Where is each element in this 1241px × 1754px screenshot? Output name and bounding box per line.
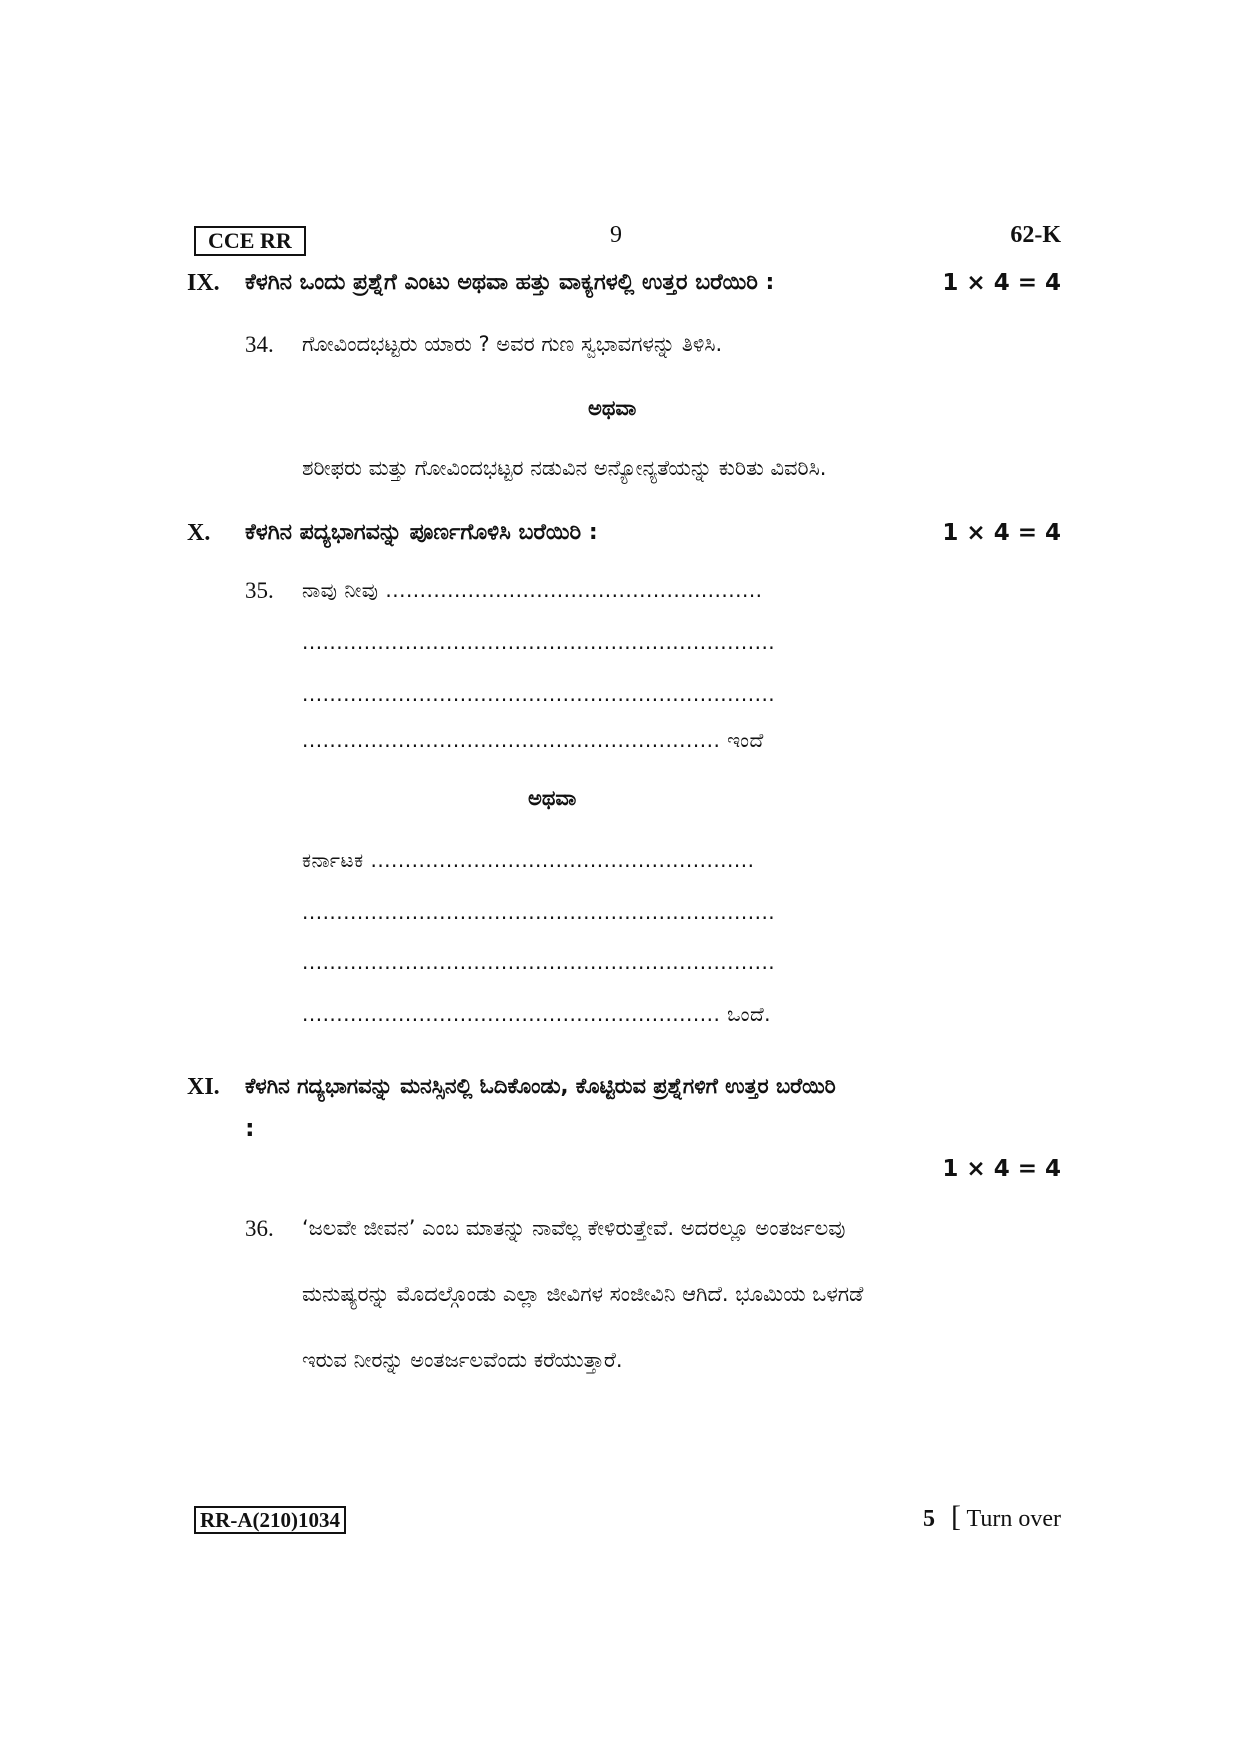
- alt-poem-line-3: .....................................................................: [302, 950, 776, 974]
- alt-poem-line-1: ಕರ್ನಾಟಕ ........................................................: [302, 848, 755, 872]
- section-xi-instruction-line2: :: [245, 1114, 255, 1142]
- or-label-ix: ಅಥವಾ: [588, 396, 637, 420]
- sheet-number: 5: [922, 1506, 935, 1532]
- question-34-number: 34.: [245, 332, 274, 357]
- section-xi-marks: 1 × 4 = 4: [942, 1156, 1061, 1182]
- section-xi-instruction-line1: ಕೆಳಗಿನ ಗದ್ಯಭಾಗವನ್ನು ಮನಸ್ಸಿನಲ್ಲಿ ಓದಿಕೊಂಡು, ಕೊಟ್ಟಿರುವ ಪ್ರಶ್ನೆಗಳಿಗೆ ಉತ್ತರ ಬರೆಯಿರಿ: [245, 1074, 836, 1098]
- section-ix-marks: 1 × 4 = 4: [942, 270, 1061, 296]
- section-xi-roman: XI.: [187, 1074, 220, 1100]
- footer-bracket: [: [950, 1500, 961, 1533]
- turn-over-label: Turn over: [966, 1506, 1061, 1532]
- footer-turn-over: [923, 1500, 1061, 1534]
- question-35-number: 35.: [245, 578, 274, 603]
- section-x-marks: 1 × 4 = 4: [942, 520, 1061, 546]
- passage-line-1: ‘ಜಲವೇ ಜೀವನ’ ಎಂಬ ಮಾತನ್ನು ನಾವೆಲ್ಲ ಕೇಳಿರುತ್ತೇವೆ. ಅದರಲ್ಲೂ ಅಂತರ್ಜಲವು: [302, 1216, 846, 1240]
- question-34-text: ಗೋವಿಂದಭಟ್ಟರು ಯಾರು ? ಅವರ ಗುಣ ಸ್ವಭಾವಗಳನ್ನು ತಿಳಿಸಿ.: [302, 332, 723, 356]
- section-ix-roman: IX.: [187, 270, 220, 296]
- passage-line-2: ಮನುಷ್ಯರನ್ನು ಮೊದಲ್ಗೊಂಡು ಎಲ್ಲಾ ಜೀವಿಗಳ ಸಂಜೀವಿನಿ ಆಗಿದೆ. ಭೂಮಿಯ ಒಳಗಡೆ: [302, 1282, 864, 1306]
- poem-line-4: ............................................................. ಇಂದೆ: [302, 728, 764, 752]
- section-x-roman: X.: [187, 520, 211, 546]
- alt-poem-line-2: .....................................................................: [302, 900, 776, 924]
- alt-poem-line-4: ............................................................. ಒಂದೆ.: [302, 1002, 772, 1026]
- question-34-alt-text: ಶರೀಫರು ಮತ್ತು ಗೋವಿಂದಭಟ್ಟರ ನಡುವಿನ ಅನ್ಯೋನ್ಯತೆಯನ್ನು ಕುರಿತು ವಿವರಿಸಿ.: [302, 456, 827, 480]
- page-number: 9: [610, 222, 622, 248]
- footer-code-box: RR-A(210)1034: [194, 1506, 346, 1534]
- section-x-instruction: ಕೆಳಗಿನ ಪದ್ಯಭಾಗವನ್ನು ಪೂರ್ಣಗೊಳಿಸಿ ಬರೆಯಿರಿ :: [245, 520, 598, 545]
- or-label-x: ಅಥವಾ: [528, 786, 577, 810]
- header-code-box: CCE RR: [194, 226, 306, 256]
- poem-line-1: ನಾವು ನೀವು .......................................................: [302, 578, 763, 602]
- section-ix-instruction: ಕೆಳಗಿನ ಒಂದು ಪ್ರಶ್ನೆಗೆ ಎಂಟು ಅಥವಾ ಹತ್ತು ವಾಕ್ಯಗಳಲ್ಲಿ ಉತ್ತರ ಬರೆಯಿರಿ :: [245, 270, 775, 295]
- question-36-number: 36.: [245, 1216, 274, 1241]
- poem-line-2: .....................................................................: [302, 630, 776, 654]
- paper-code: 62-K: [1010, 222, 1061, 248]
- passage-line-3: ಇರುವ ನೀರನ್ನು ಅಂತರ್ಜಲವೆಂದು ಕರೆಯುತ್ತಾರೆ.: [302, 1348, 623, 1372]
- poem-line-3: .....................................................................: [302, 682, 776, 706]
